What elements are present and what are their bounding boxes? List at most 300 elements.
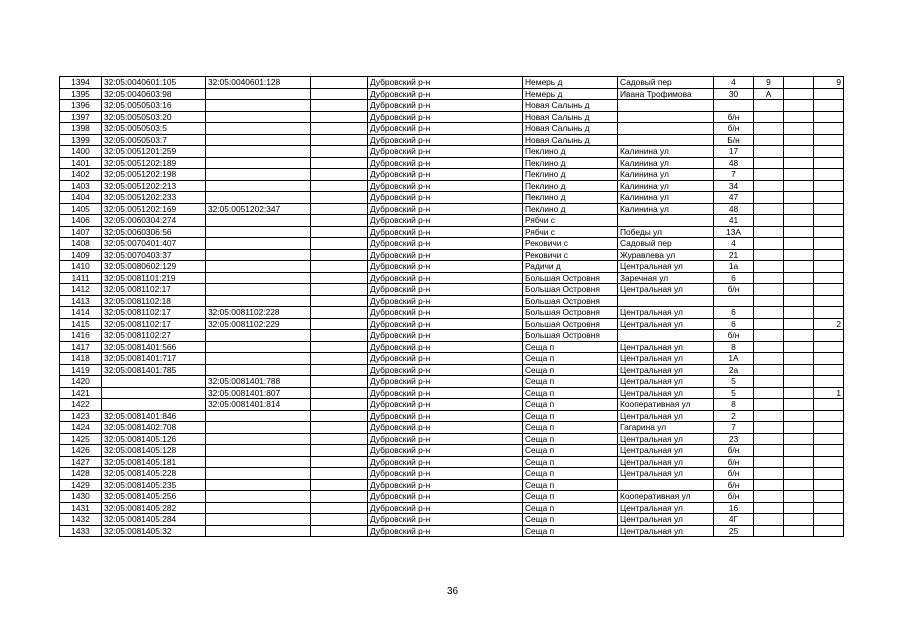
linked-cadastral-number-cell bbox=[206, 272, 311, 284]
settlement-cell: Большая Островня bbox=[523, 295, 618, 307]
apartment-cell bbox=[814, 180, 844, 192]
district-cell: Дубровский р-н bbox=[368, 456, 523, 468]
building-cell bbox=[754, 238, 784, 250]
apartment-cell bbox=[814, 307, 844, 319]
corpus-cell bbox=[784, 134, 814, 146]
extra-cell bbox=[311, 249, 368, 261]
extra-cell bbox=[311, 376, 368, 388]
table-row bbox=[60, 318, 844, 330]
table-row bbox=[60, 134, 844, 146]
street-cell: Ивана Трофимова bbox=[618, 88, 714, 100]
cadastral-number-cell: 32:05:0081401:785 bbox=[102, 364, 206, 376]
linked-cadastral-number-cell bbox=[206, 111, 311, 123]
house-number-cell: б/н bbox=[714, 456, 754, 468]
district-cell: Дубровский р-н bbox=[368, 215, 523, 227]
extra-cell bbox=[311, 111, 368, 123]
street-cell: Гагарина ул bbox=[618, 422, 714, 434]
row-number-cell: 1402 bbox=[60, 169, 102, 181]
table-row bbox=[60, 491, 844, 503]
extra-cell bbox=[311, 215, 368, 227]
row-number-cell: 1409 bbox=[60, 249, 102, 261]
row-number-cell: 1415 bbox=[60, 318, 102, 330]
settlement-cell: Сеща п bbox=[523, 525, 618, 537]
settlement-cell: Немерь д bbox=[523, 77, 618, 89]
row-number-cell: 1395 bbox=[60, 88, 102, 100]
table-row bbox=[60, 146, 844, 158]
table-row bbox=[60, 77, 844, 89]
corpus-cell bbox=[784, 433, 814, 445]
apartment-cell bbox=[814, 353, 844, 365]
table-row bbox=[60, 157, 844, 169]
street-cell: Центральная ул bbox=[618, 284, 714, 296]
table-row bbox=[60, 215, 844, 227]
row-number-cell: 1405 bbox=[60, 203, 102, 215]
street-cell: Победы ул bbox=[618, 226, 714, 238]
corpus-cell bbox=[784, 514, 814, 526]
cadastral-number-cell bbox=[102, 387, 206, 399]
linked-cadastral-number-cell bbox=[206, 215, 311, 227]
street-cell: Центральная ул bbox=[618, 410, 714, 422]
row-number-cell: 1418 bbox=[60, 353, 102, 365]
street-cell: Калинина ул bbox=[618, 169, 714, 181]
street-cell bbox=[618, 134, 714, 146]
district-cell: Дубровский р-н bbox=[368, 318, 523, 330]
street-cell: Центральная ул bbox=[618, 387, 714, 399]
building-cell bbox=[754, 226, 784, 238]
cadastral-number-cell: 32:05:0081405:228 bbox=[102, 468, 206, 480]
extra-cell bbox=[311, 479, 368, 491]
row-number-cell: 1396 bbox=[60, 100, 102, 112]
settlement-cell: Рековичи с bbox=[523, 238, 618, 250]
linked-cadastral-number-cell bbox=[206, 514, 311, 526]
district-cell: Дубровский р-н bbox=[368, 353, 523, 365]
apartment-cell bbox=[814, 376, 844, 388]
settlement-cell: Большая Островня bbox=[523, 318, 618, 330]
corpus-cell bbox=[784, 169, 814, 181]
building-cell bbox=[754, 491, 784, 503]
house-number-cell: 6 bbox=[714, 318, 754, 330]
street-cell: Заречная ул bbox=[618, 272, 714, 284]
cadastral-number-cell: 32:05:0081101:219 bbox=[102, 272, 206, 284]
row-number-cell: 1432 bbox=[60, 514, 102, 526]
table-row bbox=[60, 445, 844, 457]
building-cell bbox=[754, 134, 784, 146]
district-cell: Дубровский р-н bbox=[368, 249, 523, 261]
apartment-cell bbox=[814, 215, 844, 227]
row-number-cell: 1431 bbox=[60, 502, 102, 514]
linked-cadastral-number-cell bbox=[206, 341, 311, 353]
corpus-cell bbox=[784, 422, 814, 434]
table-row bbox=[60, 410, 844, 422]
house-number-cell: 6 bbox=[714, 272, 754, 284]
cadastral-number-cell: 32:05:0081405:284 bbox=[102, 514, 206, 526]
apartment-cell bbox=[814, 261, 844, 273]
settlement-cell: Сеща п bbox=[523, 456, 618, 468]
cadastral-number-cell: 32:05:0040603:98 bbox=[102, 88, 206, 100]
row-number-cell: 1404 bbox=[60, 192, 102, 204]
building-cell bbox=[754, 157, 784, 169]
linked-cadastral-number-cell bbox=[206, 295, 311, 307]
house-number-cell: 1а bbox=[714, 261, 754, 273]
linked-cadastral-number-cell: 32:05:0081401:807 bbox=[206, 387, 311, 399]
district-cell: Дубровский р-н bbox=[368, 192, 523, 204]
building-cell bbox=[754, 100, 784, 112]
street-cell: Центральная ул bbox=[618, 341, 714, 353]
corpus-cell bbox=[784, 100, 814, 112]
building-cell bbox=[754, 387, 784, 399]
linked-cadastral-number-cell bbox=[206, 249, 311, 261]
street-cell bbox=[618, 215, 714, 227]
cadastral-number-cell: 32:05:0081405:256 bbox=[102, 491, 206, 503]
table-row bbox=[60, 284, 844, 296]
row-number-cell: 1398 bbox=[60, 123, 102, 135]
corpus-cell bbox=[784, 376, 814, 388]
table-row bbox=[60, 249, 844, 261]
corpus-cell bbox=[784, 261, 814, 273]
street-cell: Центральная ул bbox=[618, 468, 714, 480]
linked-cadastral-number-cell bbox=[206, 330, 311, 342]
house-number-cell: 47 bbox=[714, 192, 754, 204]
settlement-cell: Новая Салынь д bbox=[523, 111, 618, 123]
house-number-cell: 8 bbox=[714, 399, 754, 411]
cadastral-number-cell: 32:05:0040601:105 bbox=[102, 77, 206, 89]
corpus-cell bbox=[784, 203, 814, 215]
street-cell: Центральная ул bbox=[618, 445, 714, 457]
house-number-cell: 34 bbox=[714, 180, 754, 192]
apartment-cell bbox=[814, 468, 844, 480]
district-cell: Дубровский р-н bbox=[368, 387, 523, 399]
table-row bbox=[60, 238, 844, 250]
apartment-cell bbox=[814, 364, 844, 376]
row-number-cell: 1426 bbox=[60, 445, 102, 457]
table-row bbox=[60, 100, 844, 112]
street-cell: Центральная ул bbox=[618, 502, 714, 514]
table-row bbox=[60, 468, 844, 480]
apartment-cell bbox=[814, 491, 844, 503]
apartment-cell bbox=[814, 525, 844, 537]
row-number-cell: 1414 bbox=[60, 307, 102, 319]
row-number-cell: 1433 bbox=[60, 525, 102, 537]
cadastral-number-cell: 32:05:0070403:37 bbox=[102, 249, 206, 261]
house-number-cell bbox=[714, 295, 754, 307]
linked-cadastral-number-cell bbox=[206, 157, 311, 169]
table-row bbox=[60, 307, 844, 319]
building-cell bbox=[754, 514, 784, 526]
settlement-cell: Сеща п bbox=[523, 433, 618, 445]
street-cell: Центральная ул bbox=[618, 307, 714, 319]
building-cell bbox=[754, 146, 784, 158]
extra-cell bbox=[311, 146, 368, 158]
corpus-cell bbox=[784, 387, 814, 399]
house-number-cell: б/н bbox=[714, 111, 754, 123]
cadastral-number-cell: 32:05:0050503:20 bbox=[102, 111, 206, 123]
building-cell bbox=[754, 341, 784, 353]
cadastral-number-cell bbox=[102, 399, 206, 411]
building-cell bbox=[754, 353, 784, 365]
apartment-cell bbox=[814, 111, 844, 123]
district-cell: Дубровский р-н bbox=[368, 203, 523, 215]
settlement-cell: Немерь д bbox=[523, 88, 618, 100]
corpus-cell bbox=[784, 88, 814, 100]
street-cell: Центральная ул bbox=[618, 514, 714, 526]
house-number-cell: 4 bbox=[714, 238, 754, 250]
extra-cell bbox=[311, 410, 368, 422]
linked-cadastral-number-cell bbox=[206, 410, 311, 422]
cadastral-number-cell: 32:05:0051202:198 bbox=[102, 169, 206, 181]
corpus-cell bbox=[784, 318, 814, 330]
corpus-cell bbox=[784, 192, 814, 204]
extra-cell bbox=[311, 399, 368, 411]
settlement-cell: Новая Салынь д bbox=[523, 100, 618, 112]
registry-table-body bbox=[60, 77, 844, 537]
linked-cadastral-number-cell bbox=[206, 468, 311, 480]
apartment-cell bbox=[814, 203, 844, 215]
district-cell: Дубровский р-н bbox=[368, 226, 523, 238]
row-number-cell: 1408 bbox=[60, 238, 102, 250]
row-number-cell: 1413 bbox=[60, 295, 102, 307]
extra-cell bbox=[311, 284, 368, 296]
extra-cell bbox=[311, 123, 368, 135]
cadastral-number-cell: 32:05:0081401:566 bbox=[102, 341, 206, 353]
settlement-cell: Пеклино д bbox=[523, 169, 618, 181]
house-number-cell: 25 bbox=[714, 525, 754, 537]
building-cell bbox=[754, 261, 784, 273]
settlement-cell: Рябчи с bbox=[523, 215, 618, 227]
apartment-cell bbox=[814, 514, 844, 526]
row-number-cell: 1401 bbox=[60, 157, 102, 169]
apartment-cell: 2 bbox=[814, 318, 844, 330]
extra-cell bbox=[311, 318, 368, 330]
extra-cell bbox=[311, 491, 368, 503]
building-cell bbox=[754, 525, 784, 537]
house-number-cell: 41 bbox=[714, 215, 754, 227]
house-number-cell: 23 bbox=[714, 433, 754, 445]
building-cell bbox=[754, 468, 784, 480]
district-cell: Дубровский р-н bbox=[368, 295, 523, 307]
house-number-cell: 21 bbox=[714, 249, 754, 261]
extra-cell bbox=[311, 192, 368, 204]
district-cell: Дубровский р-н bbox=[368, 100, 523, 112]
house-number-cell: 48 bbox=[714, 203, 754, 215]
row-number-cell: 1419 bbox=[60, 364, 102, 376]
district-cell: Дубровский р-н bbox=[368, 376, 523, 388]
street-cell: Центральная ул bbox=[618, 364, 714, 376]
street-cell bbox=[618, 123, 714, 135]
building-cell bbox=[754, 399, 784, 411]
apartment-cell bbox=[814, 479, 844, 491]
extra-cell bbox=[311, 272, 368, 284]
row-number-cell: 1397 bbox=[60, 111, 102, 123]
street-cell: Журавлева ул bbox=[618, 249, 714, 261]
district-cell: Дубровский р-н bbox=[368, 77, 523, 89]
district-cell: Дубровский р-н bbox=[368, 479, 523, 491]
street-cell: Центральная ул bbox=[618, 525, 714, 537]
extra-cell bbox=[311, 468, 368, 480]
cadastral-number-cell: 32:05:0081402:708 bbox=[102, 422, 206, 434]
extra-cell bbox=[311, 180, 368, 192]
corpus-cell bbox=[784, 157, 814, 169]
building-cell bbox=[754, 203, 784, 215]
settlement-cell: Радичи д bbox=[523, 261, 618, 273]
row-number-cell: 1422 bbox=[60, 399, 102, 411]
cadastral-number-cell: 32:05:0070401:407 bbox=[102, 238, 206, 250]
extra-cell bbox=[311, 364, 368, 376]
extra-cell bbox=[311, 226, 368, 238]
table-row bbox=[60, 376, 844, 388]
cadastral-number-cell: 32:05:0081102:17 bbox=[102, 284, 206, 296]
cadastral-number-cell: 32:05:0080602:129 bbox=[102, 261, 206, 273]
building-cell bbox=[754, 215, 784, 227]
house-number-cell: 1А bbox=[714, 353, 754, 365]
linked-cadastral-number-cell: 32:05:0081401:788 bbox=[206, 376, 311, 388]
linked-cadastral-number-cell bbox=[206, 353, 311, 365]
house-number-cell: 7 bbox=[714, 422, 754, 434]
table-row bbox=[60, 123, 844, 135]
linked-cadastral-number-cell bbox=[206, 192, 311, 204]
house-number-cell: 5 bbox=[714, 387, 754, 399]
corpus-cell bbox=[784, 295, 814, 307]
district-cell: Дубровский р-н bbox=[368, 146, 523, 158]
table-row bbox=[60, 169, 844, 181]
row-number-cell: 1394 bbox=[60, 77, 102, 89]
apartment-cell: 1 bbox=[814, 387, 844, 399]
house-number-cell: 4Г bbox=[714, 514, 754, 526]
corpus-cell bbox=[784, 272, 814, 284]
district-cell: Дубровский р-н bbox=[368, 284, 523, 296]
building-cell bbox=[754, 284, 784, 296]
extra-cell bbox=[311, 353, 368, 365]
corpus-cell bbox=[784, 146, 814, 158]
table-row bbox=[60, 192, 844, 204]
house-number-cell: 2 bbox=[714, 410, 754, 422]
corpus-cell bbox=[784, 399, 814, 411]
table-row bbox=[60, 226, 844, 238]
district-cell: Дубровский р-н bbox=[368, 399, 523, 411]
house-number-cell: 5 bbox=[714, 376, 754, 388]
extra-cell bbox=[311, 157, 368, 169]
settlement-cell: Новая Салынь д bbox=[523, 123, 618, 135]
cadastral-number-cell bbox=[102, 376, 206, 388]
street-cell: Центральная ул bbox=[618, 456, 714, 468]
settlement-cell: Сеща п bbox=[523, 491, 618, 503]
house-number-cell: 48 bbox=[714, 157, 754, 169]
cadastral-number-cell: 32:05:0060306:56 bbox=[102, 226, 206, 238]
house-number-cell: 17 bbox=[714, 146, 754, 158]
apartment-cell bbox=[814, 410, 844, 422]
apartment-cell bbox=[814, 295, 844, 307]
cadastral-number-cell: 32:05:0050503:7 bbox=[102, 134, 206, 146]
settlement-cell: Сеща п bbox=[523, 410, 618, 422]
building-cell bbox=[754, 479, 784, 491]
settlement-cell: Пеклино д bbox=[523, 157, 618, 169]
cadastral-number-cell: 32:05:0081405:181 bbox=[102, 456, 206, 468]
linked-cadastral-number-cell bbox=[206, 169, 311, 181]
row-number-cell: 1427 bbox=[60, 456, 102, 468]
street-cell: Калинина ул bbox=[618, 192, 714, 204]
row-number-cell: 1420 bbox=[60, 376, 102, 388]
row-number-cell: 1421 bbox=[60, 387, 102, 399]
house-number-cell: 16 bbox=[714, 502, 754, 514]
row-number-cell: 1423 bbox=[60, 410, 102, 422]
extra-cell bbox=[311, 295, 368, 307]
row-number-cell: 1425 bbox=[60, 433, 102, 445]
building-cell bbox=[754, 249, 784, 261]
apartment-cell bbox=[814, 146, 844, 158]
row-number-cell: 1417 bbox=[60, 341, 102, 353]
house-number-cell: б/н bbox=[714, 491, 754, 503]
building-cell bbox=[754, 169, 784, 181]
row-number-cell: 1412 bbox=[60, 284, 102, 296]
linked-cadastral-number-cell bbox=[206, 134, 311, 146]
building-cell bbox=[754, 456, 784, 468]
building-cell bbox=[754, 422, 784, 434]
district-cell: Дубровский р-н bbox=[368, 433, 523, 445]
table-row bbox=[60, 364, 844, 376]
building-cell bbox=[754, 192, 784, 204]
cadastral-number-cell: 32:05:0081102:18 bbox=[102, 295, 206, 307]
extra-cell bbox=[311, 433, 368, 445]
building-cell bbox=[754, 272, 784, 284]
district-cell: Дубровский р-н bbox=[368, 491, 523, 503]
corpus-cell bbox=[784, 491, 814, 503]
district-cell: Дубровский р-н bbox=[368, 157, 523, 169]
extra-cell bbox=[311, 422, 368, 434]
house-number-cell: б/н bbox=[714, 330, 754, 342]
linked-cadastral-number-cell bbox=[206, 261, 311, 273]
house-number-cell: б/н bbox=[714, 284, 754, 296]
linked-cadastral-number-cell bbox=[206, 180, 311, 192]
street-cell bbox=[618, 100, 714, 112]
district-cell: Дубровский р-н bbox=[368, 169, 523, 181]
extra-cell bbox=[311, 445, 368, 457]
house-number-cell: 6 bbox=[714, 307, 754, 319]
district-cell: Дубровский р-н bbox=[368, 111, 523, 123]
apartment-cell bbox=[814, 341, 844, 353]
district-cell: Дубровский р-н bbox=[368, 525, 523, 537]
house-number-cell bbox=[714, 100, 754, 112]
corpus-cell bbox=[784, 330, 814, 342]
building-cell bbox=[754, 307, 784, 319]
linked-cadastral-number-cell bbox=[206, 491, 311, 503]
street-cell: Калинина ул bbox=[618, 203, 714, 215]
street-cell: Калинина ул bbox=[618, 146, 714, 158]
street-cell bbox=[618, 295, 714, 307]
corpus-cell bbox=[784, 111, 814, 123]
row-number-cell: 1430 bbox=[60, 491, 102, 503]
cadastral-number-cell: 32:05:0051202:169 bbox=[102, 203, 206, 215]
cadastral-number-cell: 32:05:0081102:17 bbox=[102, 307, 206, 319]
street-cell bbox=[618, 111, 714, 123]
apartment-cell bbox=[814, 192, 844, 204]
settlement-cell: Рековичи с bbox=[523, 249, 618, 261]
settlement-cell: Сеща п bbox=[523, 399, 618, 411]
district-cell: Дубровский р-н bbox=[368, 123, 523, 135]
apartment-cell bbox=[814, 445, 844, 457]
table-row bbox=[60, 341, 844, 353]
apartment-cell bbox=[814, 123, 844, 135]
settlement-cell: Сеща п bbox=[523, 445, 618, 457]
settlement-cell: Сеща п bbox=[523, 422, 618, 434]
extra-cell bbox=[311, 330, 368, 342]
street-cell: Садовый пер bbox=[618, 238, 714, 250]
linked-cadastral-number-cell bbox=[206, 146, 311, 158]
corpus-cell bbox=[784, 445, 814, 457]
cadastral-number-cell: 32:05:0081401:717 bbox=[102, 353, 206, 365]
building-cell bbox=[754, 364, 784, 376]
table-row bbox=[60, 88, 844, 100]
street-cell: Центральная ул bbox=[618, 353, 714, 365]
building-cell: А bbox=[754, 88, 784, 100]
